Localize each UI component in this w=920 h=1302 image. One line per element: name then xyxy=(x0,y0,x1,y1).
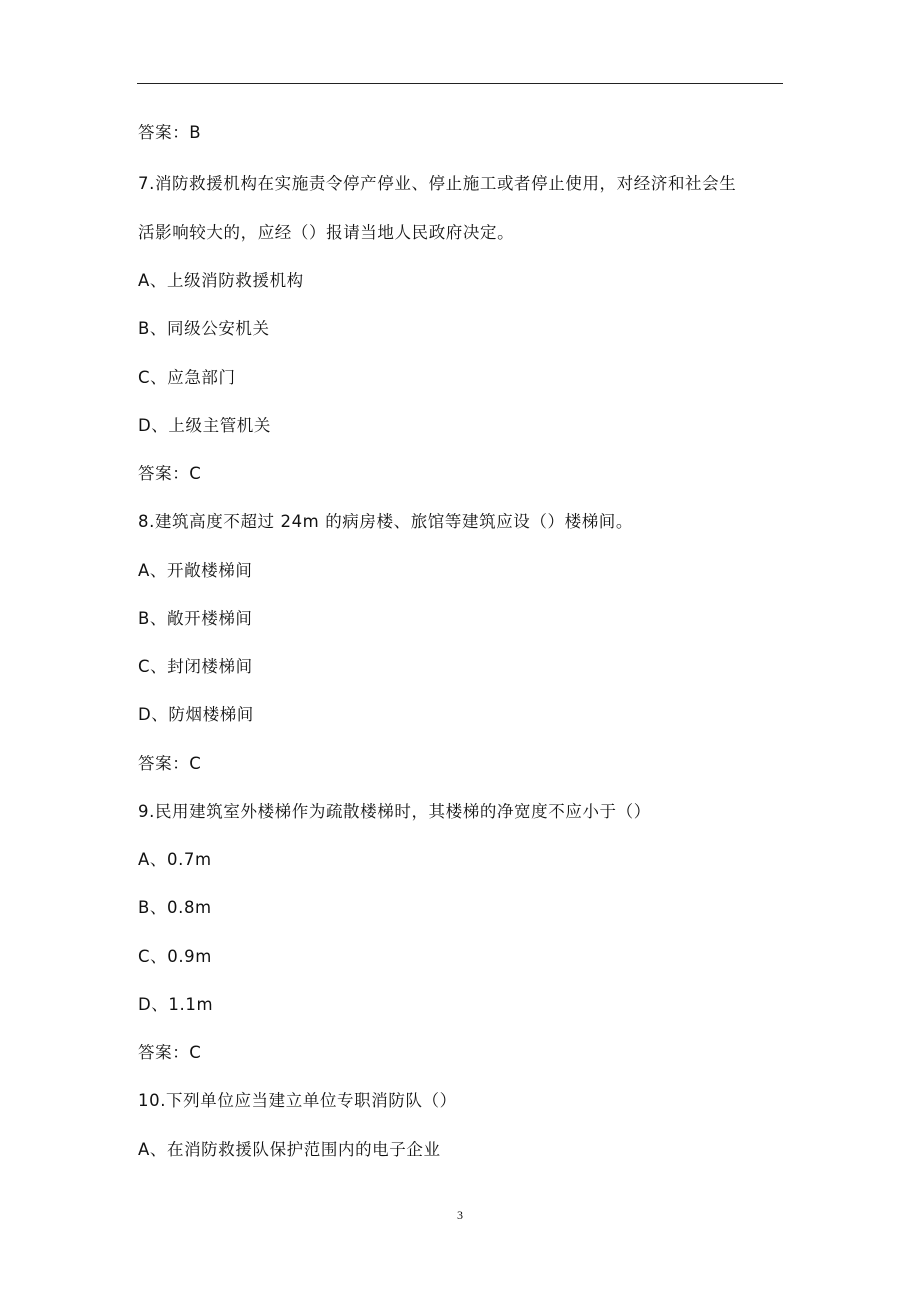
question-9-text: 9.民用建筑室外楼梯作为疏散楼梯时，其楼梯的净宽度不应小于（） xyxy=(138,802,651,821)
question-7-answer: 答案：C xyxy=(138,464,202,483)
question-8-option-b: B、敞开楼梯间 xyxy=(138,609,253,628)
question-8-option-a: A、开敞楼梯间 xyxy=(138,561,253,580)
question-10-text: 10.下列单位应当建立单位专职消防队（） xyxy=(138,1091,457,1110)
question-8-text: 8.建筑高度不超过 24m 的病房楼、旅馆等建筑应设（）楼梯间。 xyxy=(138,512,634,531)
question-9-option-a: A、0.7m xyxy=(138,850,212,869)
question-8-option-c: C、封闭楼梯间 xyxy=(138,657,253,676)
answer-line: 答案：B xyxy=(138,123,202,142)
question-7-option-d: D、上级主管机关 xyxy=(138,416,272,435)
question-7-text: 7.消防救援机构在实施责令停产停业、停止施工或者停止使用，对经济和社会生 xyxy=(138,174,737,193)
page-number: 3 xyxy=(457,1208,463,1222)
question-7-option-a: A、上级消防救援机构 xyxy=(138,271,304,290)
question-7-text-continued: 活影响较大的，应经（）报请当地人民政府决定。 xyxy=(138,223,515,242)
question-9-answer: 答案：C xyxy=(138,1043,202,1062)
question-8-answer: 答案：C xyxy=(138,754,202,773)
question-7-option-b: B、同级公安机关 xyxy=(138,319,270,338)
question-7-option-c: C、应急部门 xyxy=(138,368,236,387)
question-10-option-a: A、在消防救援队保护范围内的电子企业 xyxy=(138,1140,441,1159)
header-rule xyxy=(137,83,783,84)
question-8-option-d: D、防烟楼梯间 xyxy=(138,705,254,724)
question-9-option-c: C、0.9m xyxy=(138,947,212,966)
question-9-option-b: B、0.8m xyxy=(138,898,212,917)
question-9-option-d: D、1.1m xyxy=(138,995,214,1014)
